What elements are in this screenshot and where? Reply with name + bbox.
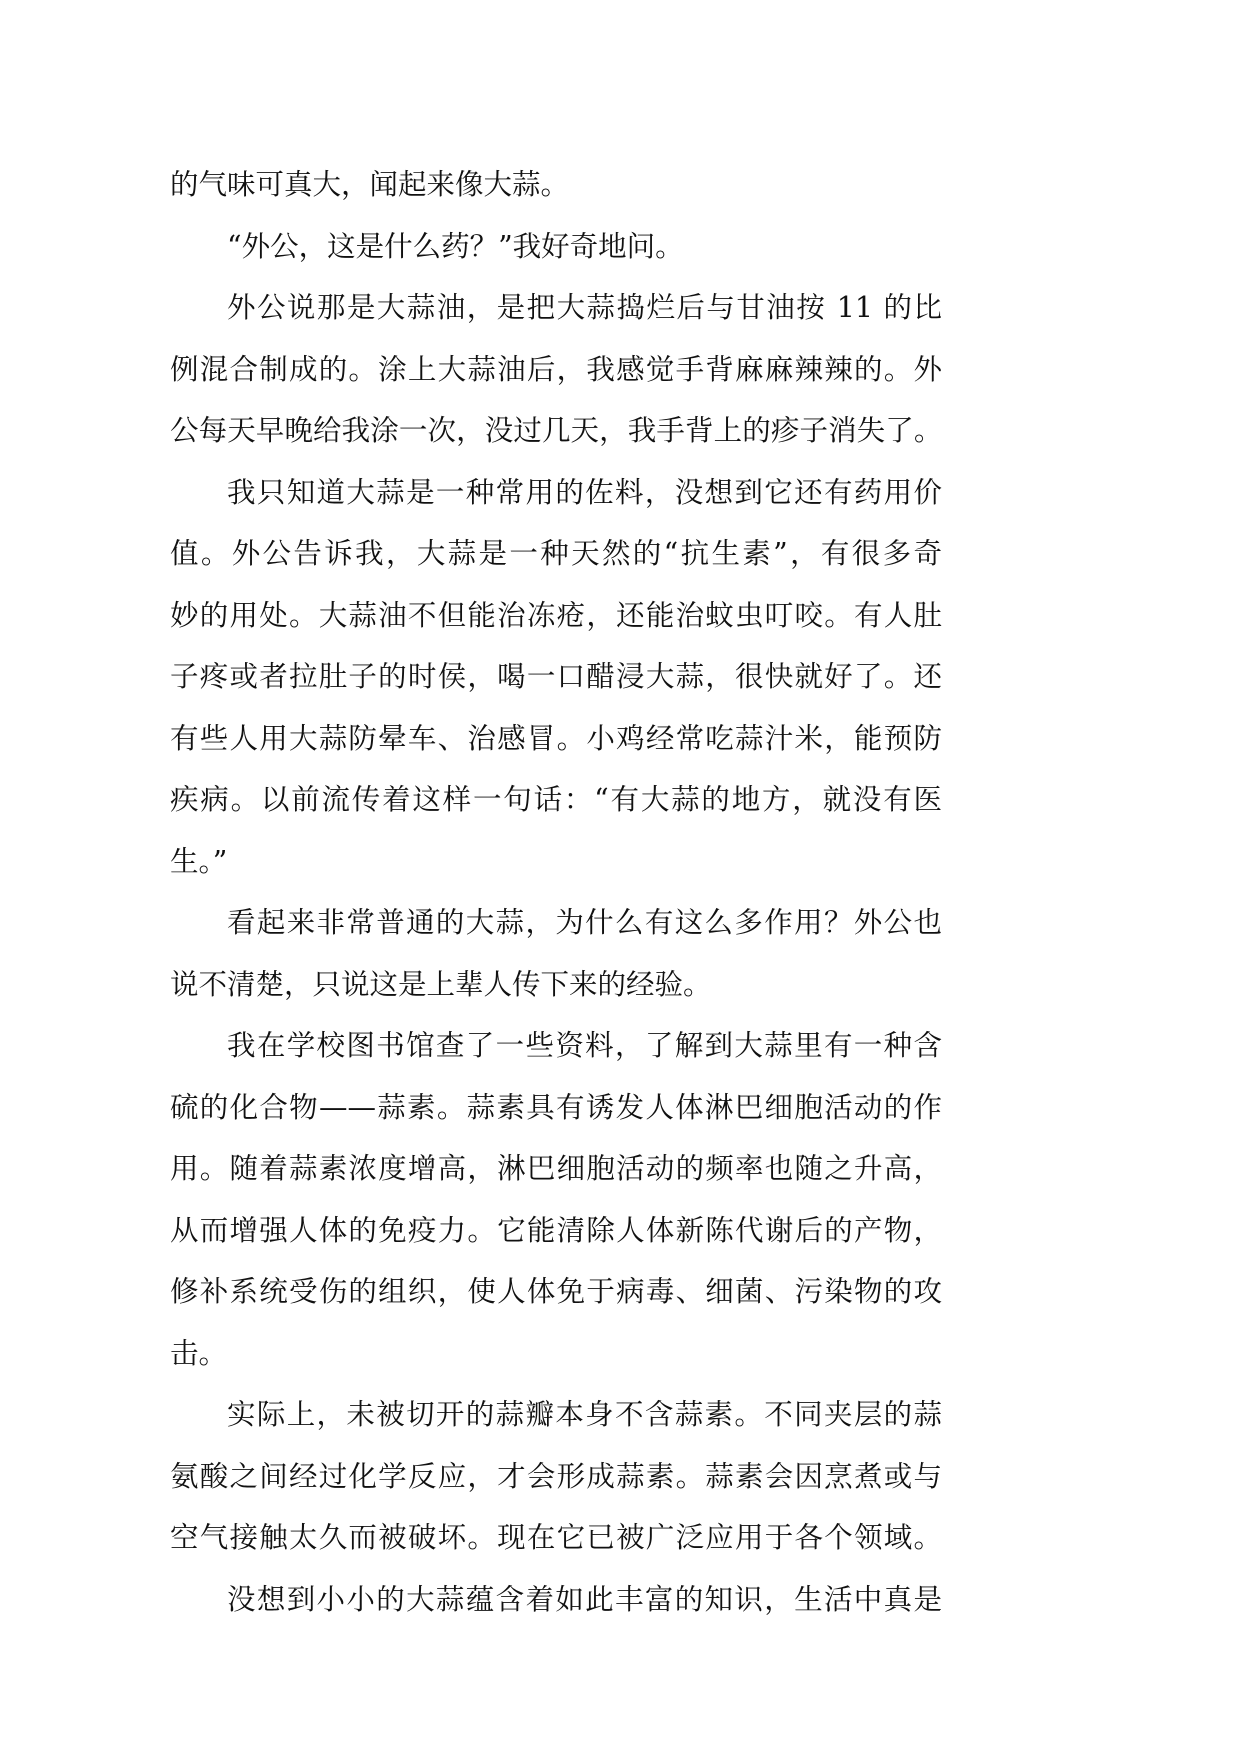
text-line: 有些人用大蒜防晕车、治感冒。小鸡经常吃蒜汁米，能预防 (170, 721, 942, 755)
paragraph (170, 154, 942, 216)
paragraph (170, 216, 942, 278)
text-line: 没想到小小的大蒜蕴含着如此丰富的知识，生活中真是 (227, 1582, 942, 1616)
text-line: 空气接触太久而被破坏。现在它已被广泛应用于各个领域。 (170, 1521, 942, 1555)
text-line: 击。 (170, 1336, 228, 1370)
text-line: 值。外公告诉我，大蒜是一种天然的“抗生素”，有很多奇 (170, 537, 942, 571)
text-line: 我在学校图书馆查了一些资料，了解到大蒜里有一种含 (227, 1029, 942, 1063)
text-line: 妙的用处。大蒜油不但能治冻疮，还能治蚊虫叮咬。有人肚 (170, 598, 942, 632)
text-line: 硫的化合物——蒜素。蒜素具有诱发人体淋巴细胞活动的作 (170, 1090, 942, 1124)
paragraph (170, 1569, 942, 1631)
text-line: 的气味可真大，闻起来像大蒜。 (170, 168, 570, 201)
paragraph (170, 1015, 942, 1384)
body-text (170, 154, 942, 1630)
text-line: 子疼或者拉肚子的时侯，喝一口醋浸大蒜，很快就好了。还 (170, 660, 942, 694)
text-line: 氨酸之间经过化学反应，才会形成蒜素。蒜素会因烹煮或与 (170, 1459, 942, 1493)
text-line: 用。随着蒜素浓度增高，淋巴细胞活动的频率也随之升高， (170, 1152, 942, 1186)
paragraph (170, 462, 942, 893)
text-line: 疾病。以前流传着这样一句话：“有大蒜的地方，就没有医 (170, 783, 942, 817)
text-line: “外公，这是什么药？”我好奇地问。 (227, 229, 684, 263)
text-line: 看起来非常普通的大蒜，为什么有这么多作用？外公也 (227, 906, 942, 940)
paragraph (170, 892, 942, 1015)
paragraph (170, 277, 942, 462)
text-line: 外公说那是大蒜油，是把大蒜捣烂后与甘油按 11 的比 (227, 291, 942, 325)
text-line: 修补系统受伤的组织，使人体免于病毒、细菌、污染物的攻 (170, 1275, 942, 1309)
paragraph (170, 1384, 942, 1569)
text-line: 例混合制成的。涂上大蒜油后，我感觉手背麻麻辣辣的。外 (170, 352, 942, 386)
text-line: 公每天早晚给我涂一次，没过几天，我手背上的疹子消失了。 (170, 414, 942, 448)
text-line: 实际上，未被切开的蒜瓣本身不含蒜素。不同夹层的蒜 (227, 1398, 942, 1432)
text-line: 生。” (170, 844, 228, 878)
text-line: 我只知道大蒜是一种常用的佐料，没想到它还有药用价 (227, 475, 942, 509)
text-line: 说不清楚，只说这是上辈人传下来的经验。 (170, 967, 712, 1001)
text-line: 从而增强人体的免疫力。它能清除人体新陈代谢后的产物， (170, 1213, 942, 1247)
